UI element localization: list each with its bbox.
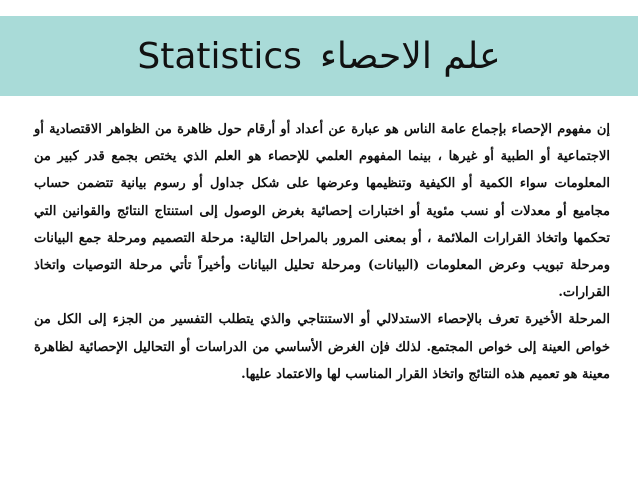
title-bar: [0, 16, 638, 96]
body-text: [34, 116, 610, 388]
paragraph-definition: إن مفهوم الإحصاء بإجماع عامة الناس هو عبارة عن أعداد أو أرقام حول ظاهرة من الظواهر الاقتصادية أو الاجتماعية أو الطبية أو غيرها ، بينما المفهوم العلمي للإحصاء هو العلم الذي يختص بجمع قدر كبير من المعلومات سواء الكمية أو الكيفية وتنظيمها وعرضها على شكل جداول أو رسوم بيانية تتضمن حساب مجاميع أو معدلات أو نسب مئوية أو اختبارات إحصائية بغرض الوصول إلى استنتاج النتائج والقوانين التي تحكمها واتخاذ القرارات الملائمة ، أو بمعنى المرور بالمراحل التالية: مرحلة التصميم ومرحلة جمع البيانات ومرحلة تبويب وعرض المعلومات (البيانات) ومرحلة تحليل البيانات وأخيراً تأتي مرحلة التوصيات واتخاذ القرارات.: [34, 122, 610, 301]
paragraph-inference: المرحلة الأخيرة تعرف بالإحصاء الاستدلالي أو الاستنتاجي والذي يتطلب التفسير من الجزء إلى الكل من خواص العينة إلى خواص المجتمع. لذلك فإن الغرض الأساسي من الدراسات أو التحاليل الإحصائية لظاهرة معينة هو تعميم هذه النتائج واتخاذ القرار المناسب لها والاعتماد عليها.: [34, 312, 610, 382]
title-arabic: علم الاحصاء: [319, 35, 501, 77]
slide-title: [137, 36, 500, 77]
title-english: Statistics: [137, 35, 302, 77]
